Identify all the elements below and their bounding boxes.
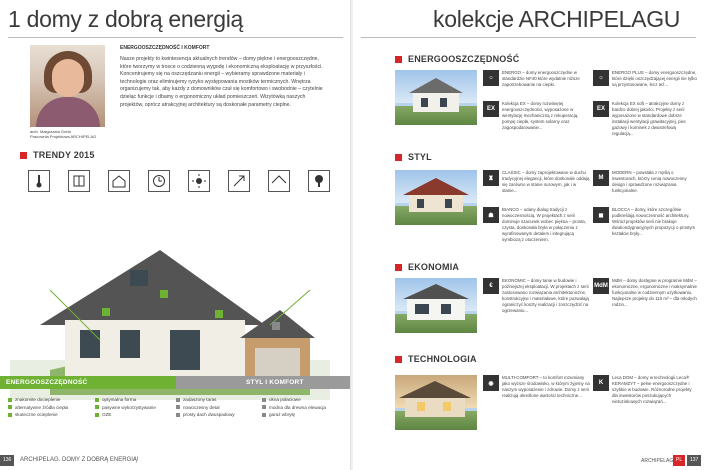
legend-item [176, 404, 235, 412]
legend-label: garaż wbryłę [269, 412, 296, 418]
feature-multi-comfort: MULTI-COMFORT – to komfort rozumiany jako wyższe środowisko, w którym żyjemy na naszym wyposażenie i zdrowie. Domy z serii realizują określone wartości techniczne... [502, 375, 590, 398]
feature-modern: MODERN – powstała z myślą o inwestorach, którzy cenią nowoczesny design i sprawdzone rozwiązania funkcjonalne. [612, 170, 687, 193]
feature-ekonomic: EKONOMIC – domy tanie w budowie i późniejszej eksploatacji. W projektach z serii zastosowano rozwiązania architektoniczne, konstrukcyjne i materiałowe, które pozwalają ograniczyć koszty realizacji i zoszczędzić na ogrzewaniu... [502, 278, 589, 313]
roof-icon [268, 170, 290, 192]
legend-label: alternatywne źródła ciepła [15, 404, 69, 410]
legend-item [176, 396, 235, 404]
page-title-right: kolekcje ARCHIPELAGU [433, 6, 681, 32]
feature-ex: Kolekcja EX – domy rozwiniętej energooszczędności, wyposażone w wentylację mechaniczną z rekuperacją, pompę ciepła, system solarny oraz zagospodarowanie... [502, 101, 579, 130]
legend-label: skuteczne ocieplenie [15, 412, 58, 418]
page-title-left: 1 domy z dobrą energią [8, 6, 244, 32]
legend-item [95, 411, 156, 419]
red-square-icon [395, 56, 402, 63]
style-bar-label: STYL I KOMFORT [246, 379, 304, 386]
legend-swatch [176, 413, 180, 417]
house-photo [395, 278, 477, 333]
house-illustration [10, 230, 330, 403]
legend-label: nowoczesny detal [183, 404, 220, 410]
feature-blocca: BLOCCA – domy, które szczególnie podkreślają nowoczesność architektury. Wśród projektów serii nie brakuje dwukondygnacyjnych propozycji o prostym kształcie bryły... [612, 207, 696, 236]
trends-heading [20, 150, 95, 160]
title-rule [361, 37, 696, 38]
legend-label: modna dla drewna elewacja [269, 404, 326, 410]
bianco-icon: ☗ [483, 207, 499, 223]
feature-leca-dom: Leca DOM – domy w technologii Leca® KERAMZYT – pełne energooszczędne i szybkie w budowie. Różnorodne projekty dla inwestorów poszukujących nietuzinkowych rozwiązań... [612, 375, 692, 404]
legend-item [262, 396, 326, 404]
legend-col-1 [8, 396, 68, 419]
clock-icon [148, 170, 170, 192]
section-heading-label: TECHNOLOGIA [408, 354, 477, 364]
legend-item [95, 404, 156, 412]
house-icon [108, 170, 130, 192]
legend-label: okna połaciowe [269, 397, 301, 403]
modern-icon: M [593, 170, 609, 186]
red-square-icon [395, 356, 402, 363]
legend-item [262, 411, 326, 419]
section-heading-style [395, 152, 432, 162]
legend-swatch [95, 413, 99, 417]
footer-text-left: ARCHIPELAG. DOMY Z DOBRĄ ENERGIĄ! [20, 457, 139, 463]
legend-label: OZE [102, 412, 112, 418]
page-number-left: 136 [0, 455, 14, 466]
section-heading-label: EKONOMIA [408, 262, 460, 272]
legend-label: znakomite docieplenie [15, 397, 61, 403]
ex-soft-icon: EX [593, 101, 609, 117]
thermometer-icon [28, 170, 50, 192]
legend-item [8, 404, 68, 412]
legend-swatch [262, 398, 266, 402]
arrow-icon [228, 170, 250, 192]
legend-swatch [262, 413, 266, 417]
left-page [0, 0, 351, 470]
legend-item [176, 411, 235, 419]
house-photo [395, 70, 477, 125]
intro-text: Nasze projekty to kwintesencja aktualnych trendów – domy piękne i energooszczędne, które tworzymy w trosce o codzienną wygodę i ekonomiczną eksploatację w przyszłości. Koncentrujemy się na oszczędzaniu energii – wybieramy sprawdzone materiały i technologie oraz eliminujemy ryzyko występowania mostków termicznych. Wnętrza organizujemy tak, aby każdy z domowników czuł się komfortowo i swobodnie – czytelnie dzieląc funkcje i dbamy o ergonomiczny układ pomieszczeń. Wizytówką naszych projektów, oprócz atrakcyjnej architektury są doskonałe parametry cieplne. [120, 56, 323, 108]
legend-col-3 [176, 396, 235, 419]
page-number-right: 137 [687, 455, 701, 466]
title-rule [8, 37, 343, 38]
legend-swatch [176, 398, 180, 402]
legend-item [8, 411, 68, 419]
footer-brand: ARCHIPELAG [641, 458, 674, 464]
portrait-caption [30, 129, 96, 139]
legend-swatch [176, 405, 180, 409]
house-photo [395, 170, 477, 225]
sun-plus-icon: ☼ [593, 70, 609, 86]
legend-label: prosty dach dwuspadowy [183, 412, 235, 418]
ex-icon: EX [483, 101, 499, 117]
section-heading-technology [395, 354, 477, 364]
tree-icon [308, 170, 330, 192]
mdm-icon: MdM [593, 278, 609, 294]
feature-energo: ENERGO – domy energooszczędne w standardzie NF40 które wydatnie niższe zapotrzebowanie na ciepło. [502, 70, 580, 87]
author-portrait [30, 45, 105, 127]
dom-icon: K [593, 375, 609, 391]
feature-ex-soft: Kolekcja EX soft – atrakcyjne domy z bardzo dobrej jakości. Projekty z serii wyposażono w standardowe dobrze instalacji wentylacji grawitacyjnej, piec gazowy i kominek z dwustrefową regulacją... [612, 101, 687, 136]
section-heading-energy [395, 54, 519, 64]
caption-role: Pracownia Projektowa ARCHIPELAG [30, 134, 97, 139]
sun-gear-icon: ☼ [483, 70, 499, 86]
footer-badge: PL [673, 455, 685, 466]
blocca-icon: ◼ [593, 207, 609, 223]
section-heading-economy [395, 262, 459, 272]
legend-item [262, 404, 326, 412]
legend-item [8, 396, 68, 404]
legend-item [95, 396, 156, 404]
energy-bar-label: ENERGOOSZCZĘDNOŚĆ [6, 379, 88, 386]
legend-swatch [8, 398, 12, 402]
legend-col-2 [95, 396, 156, 419]
section-heading-label: STYL [408, 152, 432, 162]
red-square-icon [20, 152, 27, 159]
sun-icon [188, 170, 210, 192]
classic-icon: ♜ [483, 170, 499, 186]
legend-col-4 [262, 396, 326, 419]
section-heading-label: ENERGOOSZCZĘDNOŚĆ [408, 54, 520, 64]
economic-icon: € [483, 278, 499, 294]
window-icon [68, 170, 90, 192]
intro-heading: ENERGOOSZCZĘDNOŚĆ I KOMFORT [120, 45, 210, 51]
legend-swatch [8, 413, 12, 417]
caption-name: arch. Małgorzata Grela [30, 129, 71, 134]
right-page [353, 0, 704, 470]
red-square-icon [395, 154, 402, 161]
feature-energo-plus: ENERGO PLUS – domy energooszczędne, które dzięki oszczędzającej energii nie tylko są przystosowane, lecz też... [612, 70, 697, 87]
legend-label: pasywne wykorzystywanie [102, 404, 156, 410]
legend-swatch [95, 398, 99, 402]
legend-swatch [262, 405, 266, 409]
legend-swatch [95, 405, 99, 409]
feature-classic: CLASSIC – domy zaprojektowane w duchu tradycyjnej elegancji, które doskonale oddają się zarówno w stanie surowym, jak i w stanie... [502, 170, 590, 193]
house-photo [395, 375, 477, 430]
trends-heading-label: TRENDY 2015 [33, 150, 95, 160]
red-square-icon [395, 264, 402, 271]
legend-label: optymalna forma [102, 397, 137, 403]
feature-mdm: MdM – domy dostępne w programie MdM – ekonomiczne, ergonomiczne i maksymalnie funkcjonalne w codziennym użytkowaniu. Najlepsze projekty do 110 m² – dla młodych rodzin... [612, 278, 697, 307]
legend-swatch [8, 405, 12, 409]
feature-bianco: BIANCO – udany dialog tradycji z nowoczesnością. W projektach z serii dominuje szacunek wobec piękna – prosta, czysta, doskonała bryła w połączeniu z wyrafinowanym detalem i integrującą symbiozą z otoczeniem. [502, 207, 586, 242]
multi-comfort-icon: ◉ [483, 375, 499, 391]
legend-label: zadaszony taras [183, 397, 217, 403]
